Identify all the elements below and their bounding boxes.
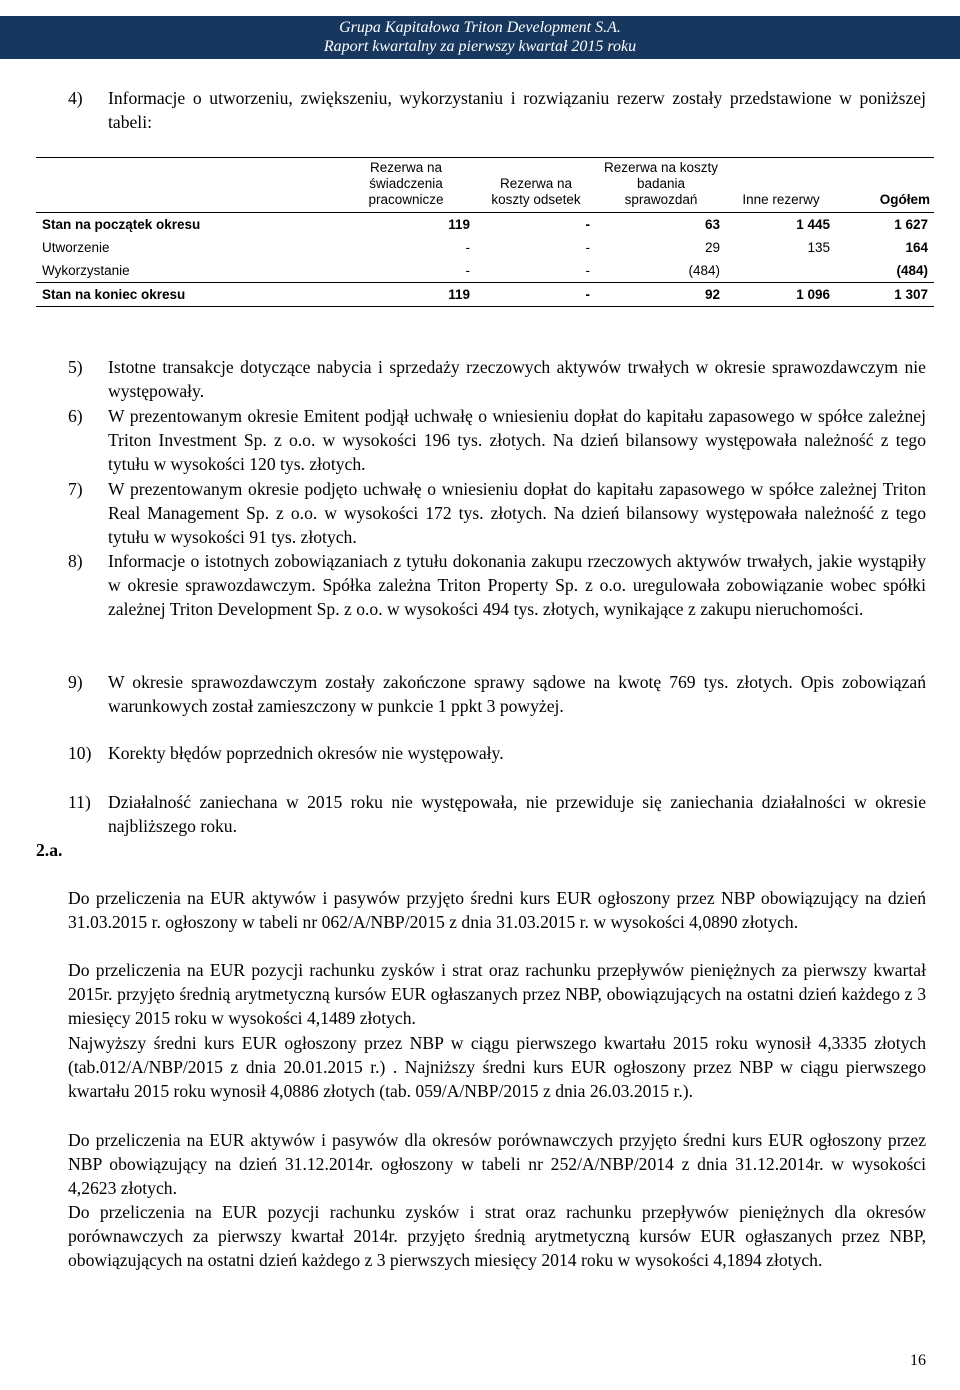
table-header-cell: Ogółem [836, 158, 934, 213]
item-number: 6) [68, 406, 83, 426]
row-label: Stan na koniec okresu [36, 283, 336, 307]
cell: 63 [704, 217, 720, 232]
item-4 [68, 86, 926, 134]
cell: - [476, 283, 596, 307]
item-text: Działalność zaniechana w 2015 roku nie występowała, nie przewiduje się zaniechania działalności w okresie najbliższego roku. [108, 792, 926, 836]
table-header-cell: Rezerwa na koszty badania sprawozdań [596, 158, 726, 213]
report-header [0, 16, 960, 59]
page-number: 16 [910, 1352, 926, 1369]
item-text: W prezentowanym okresie Emitent podjął uchwałę o wniesieniu dopłat do kapitału zapasowego w spółce zależnej Triton Investment Sp. z o.o. w wysokości 196 tys. złotych. Na dzień bilansowy występowała należność z tego tytułu w wysokości 120 tys. złotych. [108, 406, 926, 474]
item-text: W okresie sprawozdawczym zostały zakończone sprawy sądowe na kwotę 769 tys. złotych. Opis zobowiązań warunkowych został zamieszczony w punkcie 1 ppkt 3 powyżej. [108, 672, 926, 716]
table-row [36, 236, 934, 259]
cell: 1 096 [726, 283, 836, 307]
table-row [36, 283, 934, 307]
table-header-row [36, 158, 934, 213]
table-row [36, 259, 934, 283]
item-5 [68, 355, 926, 403]
item-text: Informacje o istotnych zobowiązaniach z tytułu dokonania zakupu rzeczowych aktywów trwałych, jakie wystąpiły w okresie sprawozdawczym. Spółka zależna Triton Property Sp. z o.o. uregulowała zobowiązanie wobec spółki zależnej Triton Development Sp. z o.o. w wysokości 494 tys. złotych, wynikające z zakupu nieruchomości. [108, 551, 926, 619]
table-header-cell: Rezerwa na koszty odsetek [476, 158, 596, 213]
cell: 1 627 [894, 217, 928, 232]
cell: 119 [336, 283, 476, 307]
item-4-text: Informacje o utworzeniu, zwiększeniu, wykorzystaniu i rozwiązaniu rezerw zostały przedstawione w poniższej tabeli: [108, 88, 926, 132]
row-label: Wykorzystanie [36, 259, 336, 283]
eur-paragraph: Do przeliczenia na EUR pozycji rachunku zysków i strat oraz rachunku przepływów pieniężnych za pierwszy kwartał 2015r. przyjęto średnią arytmetyczną kursów EUR ogłaszanych przez NBP, obowiązujących na ostatni dzień każdego z 3 miesięcy 2015 roku w wysokości 4,1489 złotych. [68, 960, 926, 1028]
item-9 [68, 670, 926, 718]
header-company: Grupa Kapitałowa Triton Development S.A. [339, 19, 621, 36]
eur-paragraph: Do przeliczenia na EUR aktywów i pasywów przyjęto średni kurs EUR ogłoszony przez NBP obowiązujący na dzień 31.03.2015 r. ogłoszony w tabeli nr 062/A/NBP/2015 z dnia 31.03.2015 r. w wysokości 4,0890 złotych. [68, 888, 926, 932]
section-label: 2.a. [36, 840, 63, 860]
cell: 119 [448, 217, 470, 232]
cell: (484) [596, 259, 726, 283]
item-11 [68, 790, 926, 838]
row-label: Stan na początek okresu [42, 217, 201, 232]
cell: - [585, 240, 590, 255]
cell: - [585, 217, 590, 232]
eur-paragraph: Do przeliczenia na EUR pozycji rachunku zysków i strat oraz rachunku przepływów pieniężnych dla okresów porównawczych za pierwszy kwartał 2014r. przyjęto średnią arytmetyczną kursów EUR ogłaszanych przez NBP, obowiązujących na ostatni dzień każdego z 3 pierwszych miesięcy 2014 roku w wysokości 4,1894 złotych. [68, 1202, 926, 1270]
item-text: W prezentowanym okresie podjęto uchwałę o wniesieniu dopłat do kapitału zapasowego w spółce zależnej Triton Real Management Sp. z o.o. w wysokości 172 tys. złotych. Na dzień bilansowy występowała należność z tego tytułu w wysokości 91 tys. złotych. [108, 479, 926, 547]
item-number: 7) [68, 479, 83, 499]
cell: - [476, 259, 596, 283]
item-number: 9) [68, 672, 83, 692]
cell: (484) [836, 259, 934, 283]
eur-paragraph: Najwyższy średni kurs EUR ogłoszony przez NBP w ciągu pierwszego kwartału 2015 roku wynosił 4,3335 złotych (tab.012/A/NBP/2015 z dnia 20.01.2015 r.) . Najniższy średni kurs EUR ogłoszony przez NBP w ciągu pierwszego kwartału 2015 roku wynosił 4,0886 złotych (tab. 059/A/NBP/2015 z dnia 26.03.2015 r.). [68, 1033, 926, 1101]
cell: 1 445 [796, 217, 830, 232]
item-6 [68, 404, 926, 476]
item-8 [68, 549, 926, 621]
item-7 [68, 477, 926, 549]
table-header-cell: Rezerwa na świadczenia pracownicze [336, 158, 476, 213]
table-header-cell [36, 158, 336, 213]
item-number: 5) [68, 357, 83, 377]
cell: 29 [704, 240, 720, 255]
eur-paragraph: Do przeliczenia na EUR aktywów i pasywów dla okresów porównawczych przyjęto średni kurs EUR ogłoszony przez NBP obowiązujący na dzień 31.12.2014r. ogłoszony w tabeli nr 252/A/NBP/2014 z dnia 31.12.2014r. w wysokości 4,2623 złotych. [68, 1130, 926, 1198]
item-10 [68, 741, 926, 765]
cell [726, 259, 836, 283]
table-row [36, 213, 934, 237]
table-header-cell: Inne rezerwy [726, 158, 836, 213]
header-report: Raport kwartalny za pierwszy kwartał 2015 roku [323, 38, 637, 55]
item-number: 8) [68, 551, 83, 571]
cell: 164 [905, 240, 928, 255]
item-number: 11) [68, 792, 91, 812]
cell: 1 307 [836, 283, 934, 307]
cell: 92 [596, 283, 726, 307]
row-label: Utworzenie [42, 240, 110, 255]
item-text: Istotne transakcje dotyczące nabycia i sprzedaży rzeczowych aktywów trwałych w okresie sprawozdawczym nie występowały. [108, 357, 926, 401]
item-number: 10) [68, 743, 92, 763]
item-text: Korekty błędów poprzednich okresów nie występowały. [108, 743, 504, 763]
item-4-number: 4) [68, 88, 83, 108]
cell: - [465, 240, 470, 255]
cell: - [336, 259, 476, 283]
provisions-table [36, 157, 934, 307]
cell: 135 [807, 240, 830, 255]
